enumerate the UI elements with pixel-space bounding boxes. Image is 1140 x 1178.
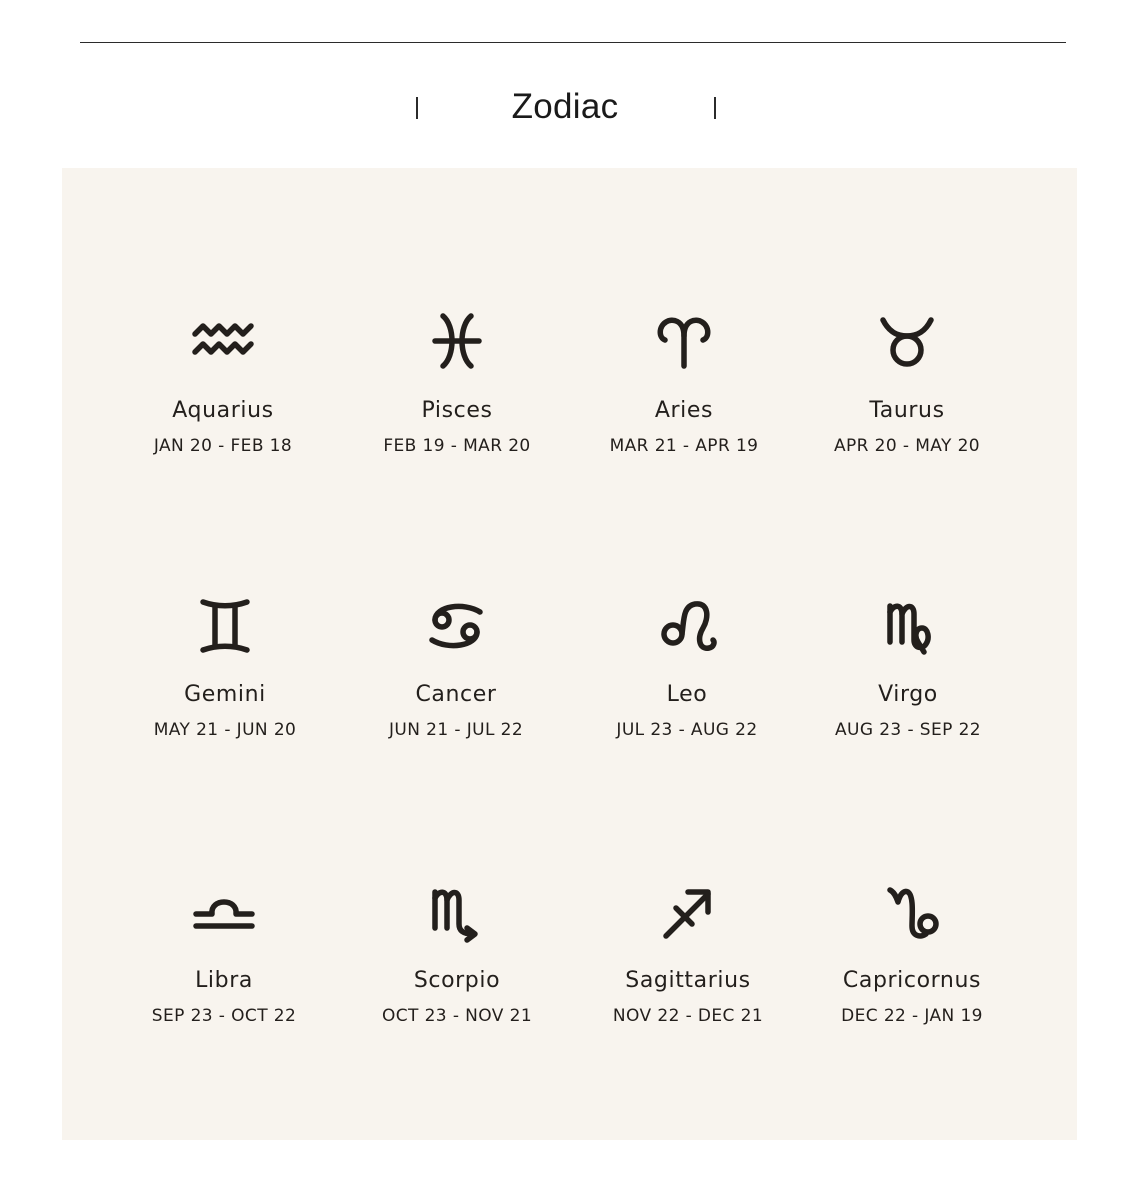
sign-card-gemini bbox=[105, 590, 345, 790]
sign-dates: JUL 23 - AUG 22 bbox=[616, 720, 758, 740]
page-title: Zodiac bbox=[511, 87, 619, 126]
sign-name: Aquarius bbox=[172, 398, 274, 423]
aquarius-icon bbox=[187, 306, 259, 378]
sign-dates: MAY 21 - JUN 20 bbox=[153, 720, 297, 740]
aries-icon bbox=[648, 306, 720, 378]
sign-name: Pisces bbox=[421, 398, 493, 423]
libra-icon bbox=[188, 876, 260, 948]
sign-name: Virgo bbox=[878, 682, 938, 707]
sign-dates: DEC 22 - JAN 19 bbox=[841, 1006, 983, 1026]
gemini-icon bbox=[189, 590, 261, 662]
cancer-icon bbox=[420, 590, 492, 662]
sign-card-leo bbox=[567, 590, 807, 790]
sign-name: Sagittarius bbox=[625, 968, 751, 993]
sign-name: Leo bbox=[666, 682, 708, 707]
sign-dates: AUG 23 - SEP 22 bbox=[834, 720, 982, 740]
top-divider bbox=[80, 42, 1066, 43]
title-left-bar bbox=[416, 97, 418, 119]
sign-dates: SEP 23 - OCT 22 bbox=[151, 1006, 297, 1026]
title-area bbox=[0, 80, 1140, 136]
sign-card-cancer bbox=[336, 590, 576, 790]
title-right-bar bbox=[714, 97, 716, 119]
sign-name: Gemini bbox=[184, 682, 266, 707]
sign-card-pisces bbox=[337, 306, 577, 506]
sign-card-capricornus bbox=[792, 876, 1032, 1076]
sign-dates: MAR 21 - APR 19 bbox=[609, 436, 759, 456]
sign-dates: JAN 20 - FEB 18 bbox=[153, 436, 293, 456]
capricornus-icon bbox=[876, 876, 948, 948]
sign-name: Capricornus bbox=[842, 968, 982, 993]
sign-card-aquarius bbox=[103, 306, 343, 506]
zodiac-panel bbox=[62, 168, 1077, 1140]
sign-dates: NOV 22 - DEC 21 bbox=[612, 1006, 764, 1026]
scorpio-icon bbox=[421, 876, 493, 948]
taurus-icon bbox=[871, 306, 943, 378]
sign-name: Cancer bbox=[415, 682, 497, 707]
leo-icon bbox=[651, 590, 723, 662]
sagittarius-icon bbox=[652, 876, 724, 948]
virgo-icon bbox=[872, 590, 944, 662]
sign-card-sagittarius bbox=[568, 876, 808, 1076]
sign-dates: FEB 19 - MAR 20 bbox=[383, 436, 531, 456]
sign-dates: JUN 21 - JUL 22 bbox=[388, 720, 524, 740]
sign-card-libra bbox=[104, 876, 344, 1076]
sign-name: Libra bbox=[195, 968, 253, 993]
sign-name: Aries bbox=[654, 398, 714, 423]
sign-card-scorpio bbox=[337, 876, 577, 1076]
sign-name: Taurus bbox=[869, 398, 945, 423]
sign-dates: APR 20 - MAY 20 bbox=[833, 436, 981, 456]
sign-card-taurus bbox=[787, 306, 1027, 506]
sign-card-virgo bbox=[788, 590, 1028, 790]
sign-card-aries bbox=[564, 306, 804, 506]
pisces-icon bbox=[421, 306, 493, 378]
sign-dates: OCT 23 - NOV 21 bbox=[381, 1006, 533, 1026]
sign-name: Scorpio bbox=[413, 968, 501, 993]
